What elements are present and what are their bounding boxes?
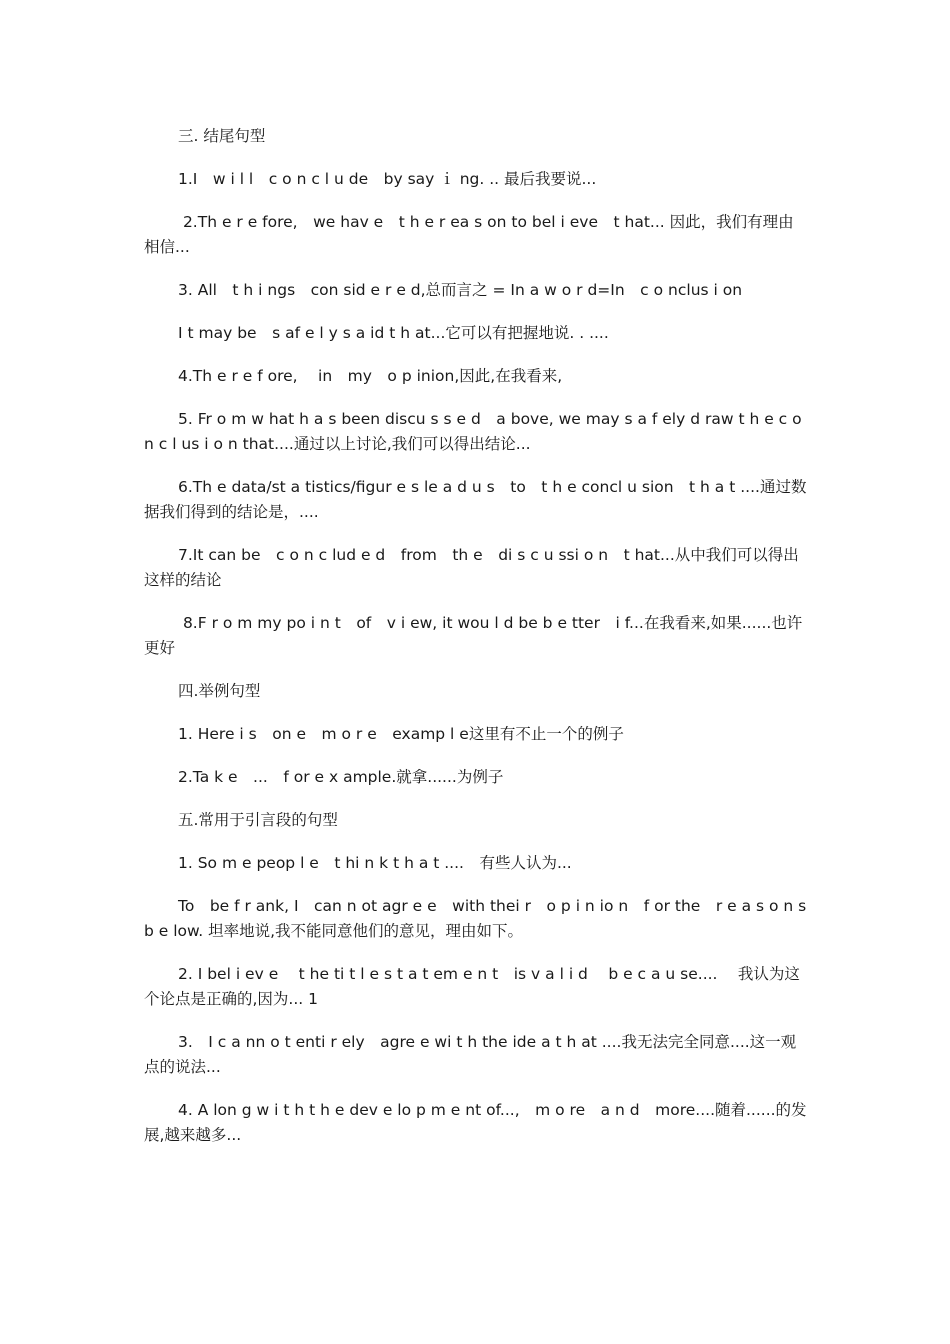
paragraph-4: I t may be s af e l y s a id t h at...它可以有把握地说. . .... (178, 324, 609, 342)
paragraph-1: 1.I w i l l c o n c l u de by say ｉ ng. .. 最后我要说... (178, 170, 597, 188)
paragraph-6: 5. Fr o m w hat h a s been discu s s e d a bove, we may s a f ely d raw t h e c on c l us i o n that....通过以上讨论,我们可以得出结论... (144, 410, 802, 453)
paragraph-9: 8.F r o m my po i n t of v i ew, it wou l d be b e tter i f...在我看来,如果......也许更好 (144, 614, 803, 657)
section-heading-conclusion: 三. 结尾句型 (178, 127, 266, 145)
section-heading-examples: 四.举例句型 (178, 682, 261, 700)
paragraph-5: 4.Th e r e f ore, in my o p inion,因此,在我看来, (178, 367, 563, 385)
paragraph-2: 2.Th e r e fore, we hav e t h e r ea s on to bel i eve t hat... 因此，我们有理由相信... (144, 213, 794, 256)
paragraph-12: 2.Ta k e ... f or e x ample.就拿......为例子 (178, 768, 504, 786)
paragraph-14: 1. So m e peop l e t hi n k t h a t .... 有些人认为... (178, 854, 572, 872)
paragraph-15: To be f r ank, I can n ot agr e e with thei r o p i n io n f or the r e a s o n s b e low. 坦率地说,我不能同意他们的意见，理由如下。 (144, 897, 822, 940)
paragraph-7: 6.Th e data/st a tistics/figur e s le a d u s to t h e concl u sion t h a t ....通过数据我们得到的结论是，.... (144, 478, 807, 521)
paragraph-8: 7.It can be c o n c lud e d from th e di s c u ssi o n t hat...从中我们可以得出这样的结论 (144, 546, 799, 589)
document-body (144, 124, 822, 1148)
paragraph-11: 1. Here i s on e m o r e examp l e这里有不止一个的例子 (178, 725, 624, 743)
paragraph-3: 3. All t h i ngs con sid e r e d,总而言之 = In a w o r d=In c o nclus i on (178, 281, 743, 299)
paragraph-17: 3. I c a nn o t enti r ely agre e wi t h the ide a t h at ....我无法完全同意....这一观点的说法... (144, 1033, 797, 1076)
paragraph-18: 4. A lon g w i t h t h e dev e lo p m e nt of..., m o re a n d more....随着......的发展,越来越多... (144, 1101, 807, 1144)
paragraph-16: 2. I bel i ev e t he ti t l e s t a t em e n t is v a l i d b e c a u se.... 我认为这个论点是正确的,因为... 1 (144, 965, 800, 1008)
section-heading-introduction: 五.常用于引言段的句型 (178, 811, 338, 829)
